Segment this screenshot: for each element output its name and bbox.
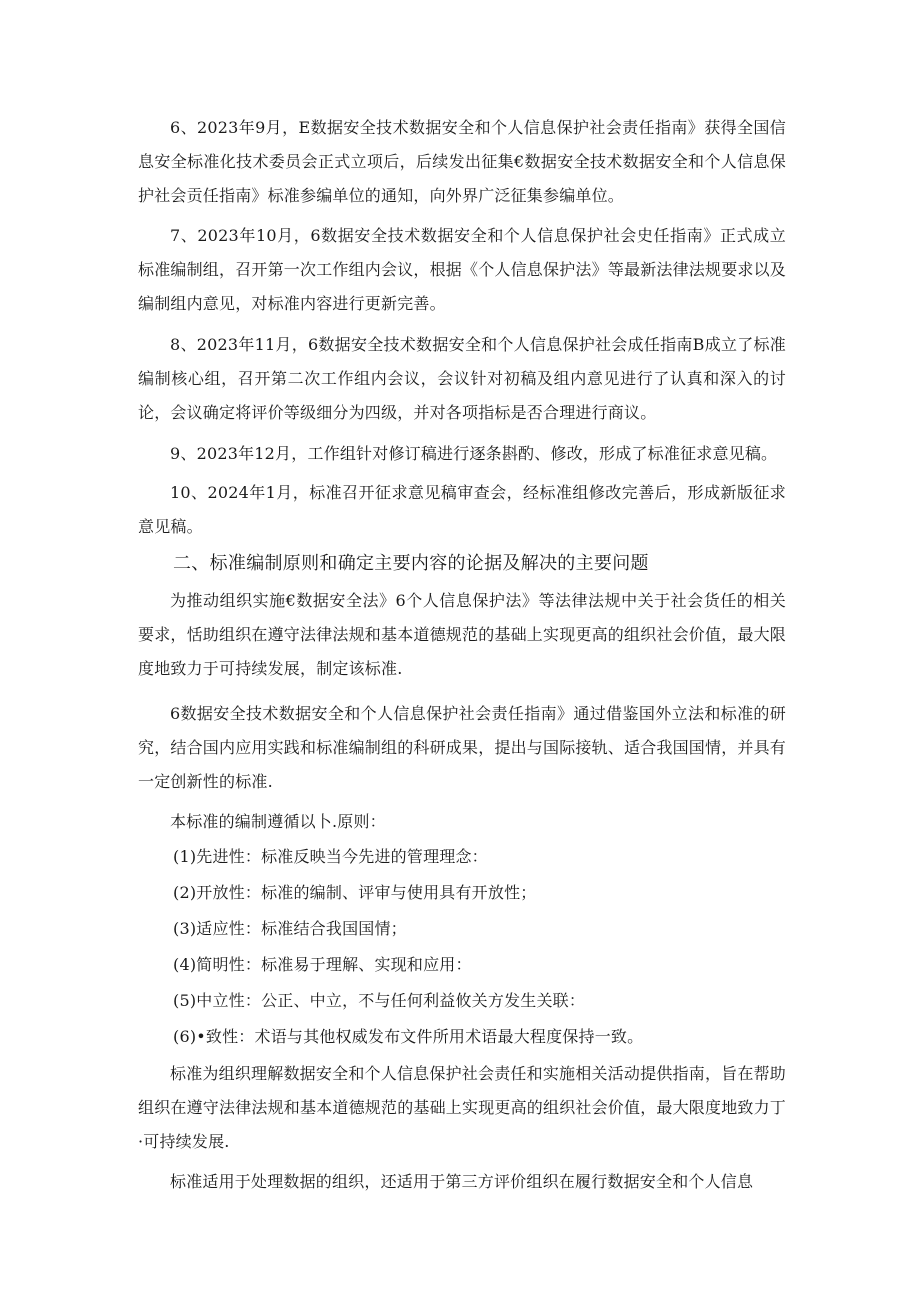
- body-paragraph-principles-intro: 本标准的编制遵循以卜.原则：: [170, 812, 386, 831]
- paragraph-item-6: 6、2023年9月，E数据安全技术数据安全和个人信息保护社会责任指南》获得全国信息安全标准化技术委员会正式立项后，后续发出征集€数据安全技术数据安全和个人信息保护社会贡任指南》标准参编单位的通知，向外界广泛征集参编单位。: [138, 118, 786, 205]
- principle-item-6: (6)•致性：术语与其他权威发布文件所用术语最大程度保持一致。: [173, 1027, 644, 1046]
- body-paragraph-reference: 6数据安全技术数据安全和个人信息保护社会责任指南》通过借鉴国外立法和标准的研究，结合国内应用实践和标准编制组的科研成果，提出与国际接轨、适合我国国情，并具有一定创新性的标准.: [138, 704, 787, 791]
- principle-item-3: (3)适应性：标准结合我国国情；: [173, 919, 407, 938]
- principle-item-4: (4)简明性：标准易于理解、实现和应用：: [173, 955, 472, 974]
- paragraph-item-10: 10、2024年1月，标准召开征求意见稿审查会，经标准组修改完善后，形成新版征求意见稿。: [138, 483, 786, 536]
- principle-item-2: (2)开放性：标准的编制、评审与使用具有开放性；: [173, 883, 537, 902]
- paragraph-item-8: 8、2023年11月，6数据安全技术数据安全和个人信息保护社会成任指南B成立了标准编制核心组，召开第二次工作组内会议，会议针对初稿及组内意见进行了认真和深入的讨论，会议确定将评价等级细分为四级，并对各项指标是否合理进行商议。: [138, 335, 786, 422]
- body-paragraph-purpose: 为推动组织实施€数据安全法》6个人信息保护法》等法律法规中关于社会货任的相关要求，恬助组织在遵守法律法规和基本道德规范的基础上实现更高的组织社会价值，最大限度地致力于可持续发展，制定该标准.: [138, 591, 787, 678]
- section-heading: 二、标准编制原则和确定主要内容的论据及解决的主要问题: [173, 553, 649, 574]
- principle-item-1: (1)先进性：标准反映当今先进的管理理念：: [173, 847, 488, 866]
- paragraph-item-7: 7、2023年10月，6数据安全技术数据安全和个人信息保护社会史任指南》正式成立标准编制组，召开第一次工作组内会议，根据《个人信息保护法》等最新法律法规要求以及编制组内意见，对标准内容进行更新完善。: [138, 226, 787, 313]
- closing-paragraph-scope: 标准适用于处理数据的组织，还适用于第三方评价组织在履行数据安全和个人信息: [170, 1172, 754, 1191]
- principle-item-5: (5)中立性：公正、中立，不与任何利益攸关方发生关联：: [173, 991, 586, 1010]
- closing-paragraph-guide: 标准为组织理解数据安全和个人信息保护社会责任和实施相关活动提供指南，旨在帮助组织在遵守法律法规和基本道德规范的基础上实现更高的组织社会价值，最大限度地致力丁·可持续发展.: [138, 1064, 787, 1151]
- paragraph-item-9: 9、2023年12月，工作组针对修订稿进行逐条斟酌、修改，形成了标准征求意见稿。: [170, 444, 778, 463]
